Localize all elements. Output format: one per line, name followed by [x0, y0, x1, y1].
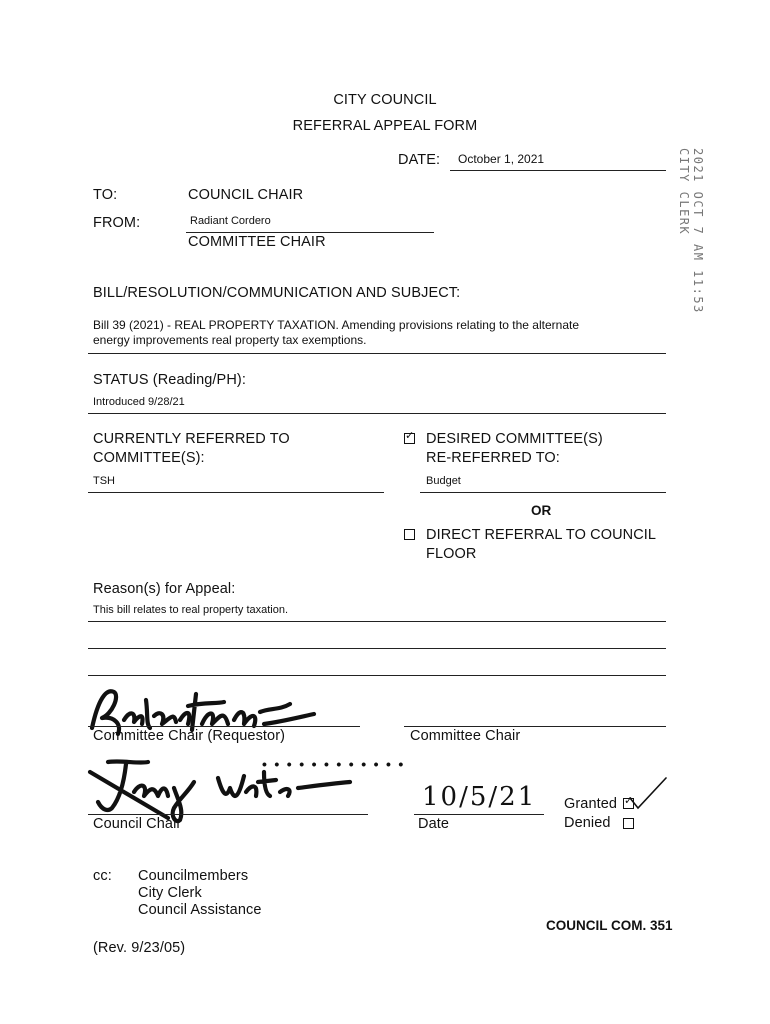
- cc-recipient: Councilmembers: [138, 868, 249, 884]
- checkmark-icon: ✓: [624, 795, 634, 807]
- direct-label-line-1: DIRECT REFERRAL TO COUNCIL: [426, 527, 657, 543]
- from-name: Radiant Cordero: [190, 215, 271, 227]
- granted-label: Granted: [564, 796, 618, 812]
- granted-check-stroke: [628, 776, 668, 810]
- from-underline: [186, 232, 434, 233]
- date-label: DATE:: [398, 152, 441, 168]
- date-underline: [450, 170, 666, 171]
- current-underline: [88, 492, 384, 493]
- denied-checkbox[interactable]: [623, 818, 634, 829]
- to-label: TO:: [93, 187, 118, 203]
- handwritten-date: 10/5/21: [422, 782, 537, 812]
- committee-chair-label: Committee Chair: [410, 728, 521, 744]
- form-title: REFERRAL APPEAL FORM: [292, 118, 478, 134]
- council-chair-label: Council Chair: [93, 816, 182, 832]
- from-title: COMMITTEE CHAIR: [188, 234, 326, 250]
- or-label: OR: [531, 503, 552, 518]
- desired-value: Budget: [426, 475, 461, 487]
- dotted-leader: ••••••••••••: [262, 756, 411, 772]
- cc-label: cc:: [93, 868, 112, 884]
- date-value: October 1, 2021: [458, 152, 545, 166]
- reasons-line-1: [88, 621, 666, 622]
- denied-label: Denied: [564, 815, 611, 831]
- checkmark-icon: ✓: [405, 430, 415, 442]
- requestor-signature-line: [88, 726, 360, 727]
- clerk-stamp: 2021 OCT 7 AM 11:53 CITY CLERK: [677, 148, 705, 314]
- direct-label-line-2: FLOOR: [426, 546, 477, 562]
- council-com-number: COUNCIL COM. 351: [546, 918, 673, 933]
- status-value: Introduced 9/28/21: [93, 396, 185, 408]
- council-chair-line: [88, 814, 368, 815]
- reasons-line-2: [88, 648, 666, 649]
- desired-underline: [420, 492, 666, 493]
- to-value: COUNCIL CHAIR: [188, 187, 304, 203]
- committee-chair-line: [404, 726, 666, 727]
- requestor-label: Committee Chair (Requestor): [93, 728, 286, 744]
- cc-recipient: Council Assistance: [138, 902, 262, 918]
- current-value: TSH: [93, 475, 115, 487]
- subject-line-2: energy improvements real property tax exemptions.: [93, 333, 367, 347]
- reasons-label: Reason(s) for Appeal:: [93, 581, 236, 597]
- org-name: CITY COUNCIL: [333, 92, 437, 108]
- desired-checkbox[interactable]: [404, 430, 415, 444]
- cc-recipient: City Clerk: [138, 885, 202, 901]
- date-sign-line: [414, 814, 544, 815]
- current-label-line-2: COMMITTEE(S):: [93, 450, 205, 466]
- subject-line-1: Bill 39 (2021) - REAL PROPERTY TAXATION. Amending provisions relating to the alternate: [93, 318, 580, 332]
- reasons-line-3: [88, 675, 666, 676]
- reasons-value: This bill relates to real property taxation.: [93, 604, 289, 616]
- status-underline: [88, 413, 666, 414]
- status-label: STATUS (Reading/PH):: [93, 372, 246, 388]
- desired-label-line-2: RE-REFERRED TO:: [426, 450, 560, 466]
- desired-label-line-1: DESIRED COMMITTEE(S): [426, 431, 603, 447]
- current-label-line-1: CURRENTLY REFERRED TO: [93, 431, 290, 447]
- direct-referral-checkbox[interactable]: [404, 529, 415, 540]
- date-sign-label: Date: [418, 816, 450, 832]
- subject-underline: [88, 353, 666, 354]
- from-label: FROM:: [93, 215, 141, 231]
- revision-label: (Rev. 9/23/05): [93, 940, 186, 956]
- subject-label: BILL/RESOLUTION/COMMUNICATION AND SUBJECT:: [93, 285, 461, 301]
